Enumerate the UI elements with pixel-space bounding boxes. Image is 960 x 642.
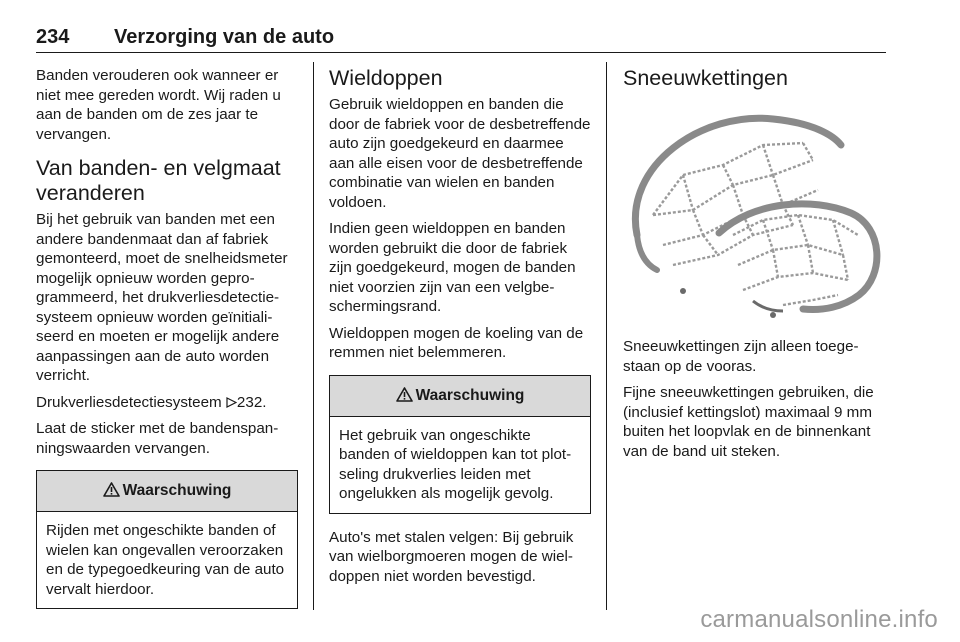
paragraph: Sneeuwkettingen zijn alleen toegestaan op de vooras. (623, 338, 859, 375)
column-3 (623, 66, 888, 468)
paragraph: Bij het gebruik van banden met een andere bandenmaat dan af fabriek gemonteerd, moet de snelheidsmeter mogelijk opnieuw worden geprogrammeerd, het drukverliesdetectiesysteem opnieuw worden geïnitialiseerd en moeten er mogelijk andere aanpassingen aan de auto worden verricht. (36, 211, 288, 384)
warning-box (36, 470, 298, 609)
warning-body (330, 417, 590, 513)
paragraph: Fijne sneeuwkettingen gebruiken, die (inclusief kettingslot) maximaal 9 mm buiten het loopvlak en de binnenkant van de band uit steken. (623, 384, 874, 460)
warning-text: Rijden met ongeschikte banden of wielen kan ongevallen veroorzaken en de typegoedkeuring van de auto vervalt hierdoor. (46, 522, 285, 598)
reference-page: 232. (236, 393, 267, 411)
paragraph: Gebruik wieldoppen en banden die door de fabriek voor de desbetreffende auto zijn goedgekeurd en daarmee aan alle eisen voor de desbetreffende combinatie van wielen en banden voldoen. (329, 96, 591, 211)
column-1 (36, 66, 298, 623)
paragraph: Auto's met stalen velgen: Bij gebruik van wielborgmoeren mogen de wieldoppen niet worden bevestigd. (329, 528, 574, 585)
column-2 (329, 66, 591, 593)
section-heading-snow-chains: Sneeuwkettingen (623, 66, 788, 90)
arrow-reference-icon (226, 394, 237, 411)
page-header (36, 26, 886, 53)
warning-header (330, 376, 590, 417)
reference-text: Drukverliesdetectiesysteem (36, 393, 226, 411)
warning-triangle-icon (103, 482, 120, 502)
warning-box (329, 375, 591, 514)
watermark: carmanualsonline.info (700, 606, 938, 633)
section-heading-tire-size: Van banden- en velgmaat veranderen (36, 156, 281, 205)
column-divider (313, 62, 314, 610)
chapter-title: Verzorging van de auto (114, 26, 335, 48)
reference-paragraph (36, 393, 298, 413)
paragraph: Laat de sticker met de bandenspanningswaarden vervangen. (36, 420, 279, 457)
intro-paragraph: Banden verouderen ook wanneer er niet mee gereden wordt. Wij raden u aan de banden om de zes jaar te vervangen. (36, 67, 281, 143)
page-number: 234 (36, 26, 70, 48)
paragraph: Indien geen wieldoppen en banden worden gebruikt die door de fabriek zijn goedgekeurd, mogen de banden niet voorzien zijn van een velgbeschermingsrand. (329, 220, 576, 315)
warning-title: Waarschuwing (415, 386, 525, 404)
section-heading-wheel-covers: Wieldoppen (329, 66, 443, 90)
warning-header (37, 471, 297, 512)
warning-text: Het gebruik van ongeschikte banden of wieldoppen kan tot plotseling drukverlies leiden met ongelukken als mogelijk gevolg. (339, 426, 572, 502)
warning-body (37, 512, 297, 608)
paragraph: Wieldoppen mogen de koeling van de remmen niet belemmeren. (329, 324, 584, 361)
warning-title: Waarschuwing (122, 482, 232, 499)
snow-chain-figure (623, 105, 885, 327)
column-divider (606, 62, 607, 610)
warning-triangle-icon (396, 387, 413, 407)
